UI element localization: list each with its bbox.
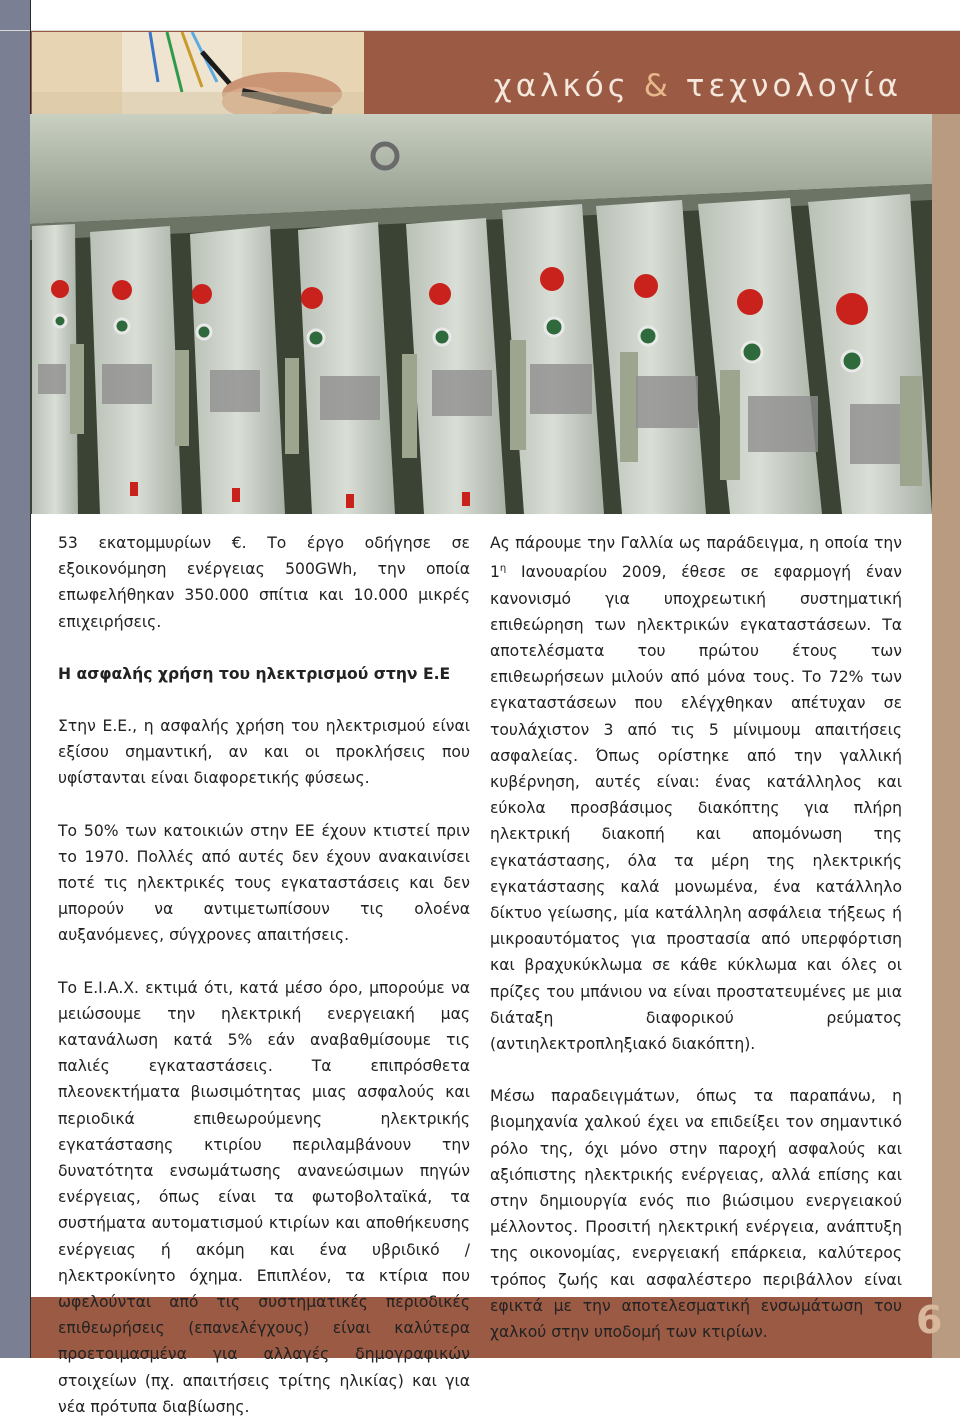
- right-paragraph-1-start: Ας πάρουμε την Γαλλία ως παράδειγμα, η οποία την 1: [490, 534, 902, 582]
- right-paragraph-1: [490, 530, 902, 1057]
- hand-with-wire-stripper-image: [32, 32, 364, 114]
- ordinal-superscript: η: [499, 563, 507, 575]
- electrical-panel-image: [30, 114, 932, 514]
- left-paragraph-3: Το 50% των κατοικιών στην ΕΕ έχουν κτιστεί πριν το 1970. Πολλές από αυτές δεν έχουν ανακαινίσει ποτέ τις ηλεκτρικές τους εγκαταστάσεις και δεν μπορούν να αντιμετωπίσουν τις ολοένα αυξανόμενες, σύγχρονες απαιτήσεις.: [58, 821, 470, 945]
- right-tan-bar: [932, 114, 960, 1358]
- left-paragraph-2: Στην Ε.Ε., η ασφαλής χρήση του ηλεκτρισμού είναι εξίσου σημαντική, αν και οι προκλήσεις που υφίστανται είναι διαφορετικής φύσεως.: [58, 717, 470, 788]
- left-gray-bar: [0, 0, 30, 1358]
- header-title: [494, 68, 902, 104]
- right-paragraph-2: Μέσω παραδειγμάτων, όπως τα παραπάνω, η βιομηχανία χαλκού έχει να επιδείξει τον σημαντικό ρόλο της, όχι μόνο στην παροχή ασφαλούς και αξιόπιστης ηλεκτρικής ενέργειας, αλλά επίσης και στην δημιουργία ενός πιο βιώσιμου ενεργειακού μέλλοντος. Προσιτή ηλεκτρική ενέργεια, ανάπτυξη της οικονομίας, ενεργειακή επάρκεια, καλύτερος τρόπος ζωής και ασφαλέστερο περιβάλλον είναι εφικτά με την αποτελεσματική ενσωμάτωση του χαλκού στην υποδομή των κτιρίων.: [490, 1087, 902, 1342]
- left-paragraph-4: Το Ε.Ι.Α.Χ. εκτιμά ότι, κατά μέσο όρο, μπορούμε να μειώσουμε την ηλεκτρική ενεργειακή μας κατανάλωση κατά 5% εάν αναβαθμίσουμε τις παλιές εγκαταστάσεις. Τα επιπρόσθετα πλεονεκτήματα βιωσιμότητας μιας ασφαλούς και περιοδικά επιθεωρούμενης ηλεκτρικής εγκατάστασης κτιρίου περιλαμβάνουν την δυνατότητα ενσωμάτωσης ανανεώσιμων πηγών ενέργειας, όπως είναι τα φωτοβολταϊκά, τα συστήματα αυτοματισμού κτιρίων και αποθήκευσης ενέργειας ή ακόμη και ένα υβριδικό / ηλεκτροκίνητο όχημα. Επιπλέον, τα κτίρια που ωφελούνται από τις συστηματικές περιοδικές επιθεωρήσεις (επανελέγχους) είναι καλύτερα προετοιμασμένα για αλλαγές δημογραφικών στοιχείων (πχ. απαιτήσεις τρίτης ηλικίας) και για νέα πρότυπα διαβίωσης.: [58, 978, 470, 1416]
- main-photo: [30, 114, 932, 514]
- section-heading: Η ασφαλής χρήση του ηλεκτρισμού στην Ε.Ε: [58, 664, 451, 683]
- title-ampersand: &: [643, 68, 672, 104]
- top-rule: [0, 30, 960, 31]
- page-number: 6: [916, 1298, 943, 1342]
- top-inset-photo: [32, 32, 364, 114]
- right-paragraph-1-rest: Ιανουαρίου 2009, έθεσε σε εφαρμογή έναν κανονισμό για υποχρεωτική συστηματική επιθεώρηση των ηλεκτρικών εγκαταστάσεων. Τα αποτελέσματα του πρώτου έτους των επιθεωρήσεων μιλούν από μόνα τους. Το 72% των εγκαταστάσεων που ελέγχθηκαν απέτυχαν σε τουλάχιστον 3 από τις 5 μίνιμουμ απαιτήσεις ασφαλείας. Όπως ορίστηκε από την γαλλική κυβέρνηση, αυτές είναι: ένας κατάλληλος και εύκολα προσβάσιμος διακόπτης για πλήρη ηλεκτρική διακοπή και απομόνωση της εγκατάστασης, όλα τα μέρη της ηλεκτρικής εγκατάστασης καλά μονωμένα, ένα κατάλληλο δίκτυο γείωσης, μία κατάλληλη ασφάλεια τήξεως ή μικροαυτόματος για προστασία από υπερφόρτιση και βραχυκύκλωμα σε κάθε κύκλωμα και όλες οι πρίζες του μπάνιου να είναι προστατευμένες με μια διάταξη διαφορικού ρεύματος (αντιηλεκτροπληξιακό διακόπτη).: [490, 563, 902, 1054]
- title-part-2: τεχνολογία: [671, 68, 902, 104]
- title-part-1: χαλκός: [493, 68, 644, 104]
- left-text-column: [58, 530, 470, 1420]
- right-text-column: [490, 530, 902, 1345]
- left-paragraph-1: 53 εκατομμυρίων €. Το έργο οδήγησε σε εξοικονόμηση ενέργειας 500GWh, την οποία επωφελήθηκαν 350.000 σπίτια και 10.000 μικρές επιχειρήσεις.: [58, 534, 470, 631]
